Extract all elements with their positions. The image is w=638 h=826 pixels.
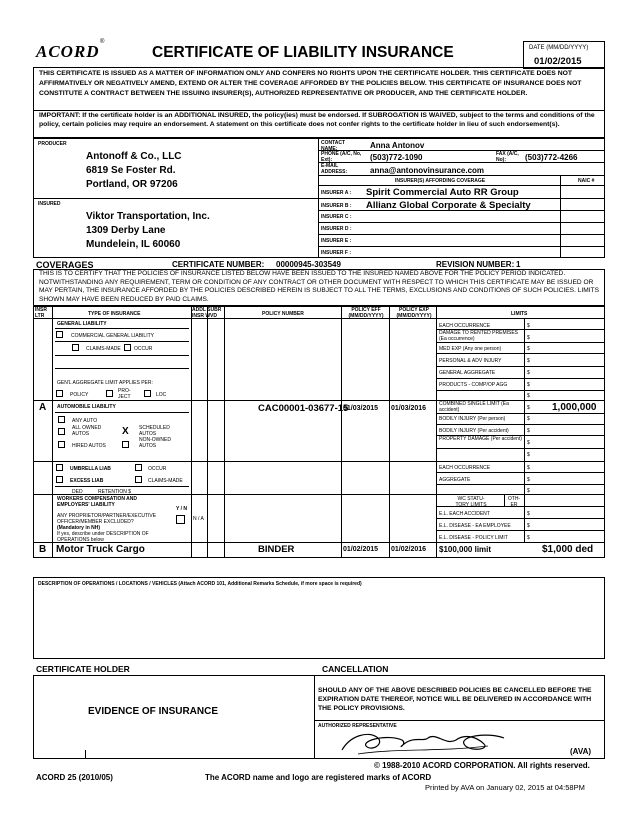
dollar: $ xyxy=(527,523,530,529)
gl-claims-made: CLAIMS-MADE xyxy=(86,346,121,352)
auto-policy-number: CAC00001-03677-15 xyxy=(258,403,349,414)
insurer-f-label: INSURER F : xyxy=(321,250,351,256)
umbrella-claims-checkbox[interactable] xyxy=(135,476,142,483)
gl-limit-personal-adv: PERSONAL & ADV INJURY xyxy=(439,358,502,364)
auto-all-owned: ALL OWNED AUTOS xyxy=(72,425,102,437)
dollar: $ xyxy=(527,428,530,434)
wc-other: OTH- ER xyxy=(507,496,521,508)
dollar: $ xyxy=(527,511,530,517)
wc-limit-each-accident: E.L. EACH ACCIDENT xyxy=(439,511,490,517)
signature-stroke xyxy=(342,734,504,750)
phone-label: PHONE (A/C, No, Ext): xyxy=(321,151,362,163)
gl-title: GENERAL LIABILITY xyxy=(57,321,107,327)
insurer-a-name: Spirit Commercial Auto RR Group xyxy=(366,187,519,198)
umbrella-occur: OCCUR xyxy=(148,466,167,472)
gl-project: PRO- JECT xyxy=(118,388,131,400)
naic-label: NAIC # xyxy=(578,178,595,184)
producer-label: PRODUCER xyxy=(38,141,67,147)
dollar: $ xyxy=(527,416,530,422)
acord-logo xyxy=(36,39,108,64)
umbrella-retention: RETENTION $ xyxy=(98,489,132,495)
description-box xyxy=(33,577,605,659)
umbrella-claims-made: CLAIMS-MADE xyxy=(148,478,183,484)
auto-limit-csl: COMBINED SINGLE LIMIT (Ea accident) xyxy=(439,401,509,413)
dollar: $ xyxy=(527,358,530,364)
cert-number: 00000945-303549 xyxy=(276,260,341,269)
form-number: ACORD 25 (2010/05) xyxy=(36,773,113,782)
holder-label: CERTIFICATE HOLDER xyxy=(36,664,130,674)
dollar: $ xyxy=(527,465,530,471)
insurer-d-label: INSURER D : xyxy=(321,226,352,232)
gl-policy: POLICY xyxy=(70,392,89,398)
holder-cursor-mark xyxy=(85,750,86,758)
auto-non-owned: NON-OWNED AUTOS xyxy=(139,437,171,449)
dollar: $ xyxy=(527,335,530,341)
gl-cgl: COMMERCIAL GENERAL LIABILITY xyxy=(71,333,154,339)
email-value: anna@antonovinsurance.com xyxy=(370,166,485,175)
gl-policy-checkbox[interactable] xyxy=(56,390,63,397)
cert-number-label: CERTIFICATE NUMBER: xyxy=(172,260,265,269)
coverage-statement: THIS IS TO CERTIFY THAT THE POLICIES OF INSURANCE LISTED BELOW HAVE BEEN ISSUED TO THE INSURED NAMED ABOVE FOR THE POLICY PERIOD INDICATED. NOTWITHSTANDING ANY REQUIREMENT, TERM OR CONDITION OF ANY CONTRACT OR OTHER DOCUMENT WITH RESPECT TO WHICH THIS CERTIFICATE MAY BE ISSUED OR MAY PERTAIN, THE INSURANCE AFFORDED BY THE POLICIES DESCRIBED HEREIN IS SUBJECT TO ALL THE TERMS, EXCLUSIONS AND CONDITIONS OF SUCH POLICIES. LIMITS SHOWN MAY HAVE BEEN REDUCED BY PAID CLAIMS. xyxy=(39,270,599,303)
header-type: TYPE OF INSURANCE xyxy=(88,311,141,317)
auto-eff: 01/03/2015 xyxy=(343,405,379,412)
date-label: DATE (MM/DD/YYYY) xyxy=(529,45,589,51)
wc-limit-disease-employee: E.L. DISEASE - EA EMPLOYEE xyxy=(439,523,511,529)
acord-logo-text: ACORD xyxy=(36,42,100,61)
contact-value: Anna Antonov xyxy=(370,141,425,150)
wc-question: ANY PROPRIETOR/PARTNER/EXECUTIVE OFFICER/MEMBER EXCLUDED? xyxy=(57,513,157,525)
insurer-c-label: INSURER C : xyxy=(321,214,352,220)
gl-claims-checkbox[interactable] xyxy=(72,344,79,351)
cargo-limit-value: $1,000 ded xyxy=(542,544,594,555)
trademark: The ACORD name and logo are registered marks of ACORD xyxy=(205,773,432,782)
fax-label: FAX (A/C, No): xyxy=(496,151,519,163)
insurer-a-label: INSURER A : xyxy=(321,190,352,196)
producer-name: Antonoff & Co., LLC xyxy=(86,151,182,162)
insured-address2: Mundelein, IL 60060 xyxy=(86,239,181,250)
dollar: $ xyxy=(527,346,530,352)
header-policy-number: POLICY NUMBER xyxy=(262,311,304,317)
gl-occur-checkbox[interactable] xyxy=(124,344,131,351)
gl-limit-products: PRODUCTS - COMP/OP AGG xyxy=(439,382,508,388)
umbrella-ded: DED xyxy=(72,489,83,495)
auto-any-auto-checkbox[interactable] xyxy=(58,416,65,423)
revision-label: REVISION NUMBER: xyxy=(436,260,515,269)
cancellation-text: SHOULD ANY OF THE ABOVE DESCRIBED POLICIES BE CANCELLED BEFORE THE EXPIRATION DATE THEREOF, NOTICE WILL BE DELIVERED IN ACCORDANCE WITH THE POLICY PROVISIONS. xyxy=(318,687,592,712)
dollar: $ xyxy=(527,477,530,483)
auto-scheduled: SCHEDULED AUTOS xyxy=(139,425,170,437)
auto-exp: 01/03/2016 xyxy=(391,405,427,412)
auto-limit-pd: PROPERTY DAMAGE (Per accident) xyxy=(439,436,522,442)
cargo-eff: 01/02/2015 xyxy=(343,546,379,553)
auto-hired: HIRED AUTOS xyxy=(72,443,106,449)
excess-checkbox[interactable] xyxy=(56,476,63,483)
fax-value: (503)772-4266 xyxy=(525,153,578,162)
dollar: $ xyxy=(527,323,530,329)
auto-limit-bi-person: BODILY INJURY (Per person) xyxy=(439,416,506,422)
dollar: $ xyxy=(527,370,530,376)
insured-label: INSURED xyxy=(38,201,61,207)
dollar: $ xyxy=(527,452,530,458)
holder-text: EVIDENCE OF INSURANCE xyxy=(88,706,219,717)
dollar: $ xyxy=(527,535,530,541)
dollar: $ xyxy=(527,393,530,399)
cargo-ltr: B xyxy=(39,544,47,555)
wc-limit-disease-policy: E.L. DISEASE - POLICY LIMIT xyxy=(439,535,508,541)
gl-loc: LOC xyxy=(156,392,167,398)
description-label: DESCRIPTION OF OPERATIONS / LOCATIONS / VEHICLES (Attach ACORD 101, Additional Remarks Schedule, if more space is required) xyxy=(38,581,362,587)
gl-occur: OCCUR xyxy=(134,346,153,352)
auto-limit-bi-accident: BODILY INJURY (Per accident) xyxy=(439,428,509,434)
umbrella-liab: UMBRELLA LIAB xyxy=(70,466,111,472)
date-value: 01/02/2015 xyxy=(534,56,582,67)
auto-all-owned-checkbox[interactable] xyxy=(58,428,65,435)
email-label: E-MAIL ADDRESS: xyxy=(321,163,348,175)
auto-any-auto: ANY AUTO xyxy=(72,418,98,424)
wc-statutory: WC STATU- TORY LIMITS xyxy=(455,496,487,508)
auto-hired-checkbox[interactable] xyxy=(58,441,65,448)
ava-label: (AVA) xyxy=(570,747,592,756)
page-title: CERTIFICATE OF LIABILITY INSURANCE xyxy=(152,44,454,61)
copyright: © 1988-2010 ACORD CORPORATION. All rights reserved. xyxy=(374,761,590,770)
gl-limit-general-aggregate: GENERAL AGGREGATE xyxy=(439,370,496,376)
revision-number: 1 xyxy=(516,260,521,269)
wc-excluded-checkbox[interactable] xyxy=(176,515,185,524)
header-exp: POLICY EXP (MM/DD/YYYY) xyxy=(396,307,432,319)
gl-project-checkbox[interactable] xyxy=(106,390,113,397)
insurers-header: INSURER(S) AFFORDING COVERAGE xyxy=(395,178,486,184)
coverages-label: COVERAGES xyxy=(36,260,94,270)
gl-limit-each-occurrence: EACH OCCURRENCE xyxy=(439,323,491,329)
dollar: $ xyxy=(527,440,530,446)
registered-icon: ® xyxy=(100,39,105,45)
wc-title: WORKERS COMPENSATION AND EMPLOYERS' LIABILITY xyxy=(57,496,137,508)
wc-yn: Y / N xyxy=(176,506,188,512)
auto-scheduled-check[interactable]: X xyxy=(122,426,129,437)
excess-liab: EXCESS LIAB xyxy=(70,478,104,484)
auto-non-owned-checkbox[interactable] xyxy=(122,441,129,448)
auth-rep-label: AUTHORIZED REPRESENTATIVE xyxy=(318,723,397,729)
wc-na: N / A xyxy=(193,516,204,522)
producer-address2: Portland, OR 97206 xyxy=(86,179,178,190)
printed-line: Printed by AVA on January 02, 2015 at 04:58PM xyxy=(425,783,585,792)
umbrella-checkbox[interactable] xyxy=(56,464,63,471)
phone-value: (503)772-1090 xyxy=(370,153,423,162)
signature xyxy=(338,726,508,758)
header-limits: LIMITS xyxy=(511,311,528,317)
header-addl-subr: ADDL SUBR INSR WVD xyxy=(192,307,222,319)
gl-limit-med-exp: MED EXP (Any one person) xyxy=(439,346,502,352)
insured-address1: 1309 Derby Lane xyxy=(86,225,166,236)
cancellation-label: CANCELLATION xyxy=(322,664,389,674)
cargo-exp: 01/02/2016 xyxy=(391,546,427,553)
insurer-b-label: INSURER B : xyxy=(321,203,352,209)
dollar: $ xyxy=(527,405,530,411)
insurer-b-name: Allianz Global Corporate & Specialty xyxy=(366,200,531,211)
gl-loc-checkbox[interactable] xyxy=(144,390,151,397)
contact-label: CONTACT NAME: xyxy=(321,140,346,152)
dollar: $ xyxy=(527,488,530,494)
auto-csl-value: 1,000,000 xyxy=(552,402,597,413)
wc-mandatory: (Mandatory in NH) xyxy=(57,525,101,531)
header-insr-ltr: INSR LTR xyxy=(35,307,47,319)
insurer-a-row xyxy=(318,186,560,198)
dollar: $ xyxy=(527,382,530,388)
umbrella-limit-each: EACH OCCURRENCE xyxy=(439,465,491,471)
notice-text: THIS CERTIFICATE IS ISSUED AS A MATTER OF INFORMATION ONLY AND CONFERS NO RIGHTS UPON THE CERTIFICATE HOLDER. THIS CERTIFICATE DOES NOT AFFIRMATIVELY OR NEGATIVELY AMEND, EXTEND OR ALTER THE COVERAGE AFFORDED BY THE POLICIES BELOW. THIS CERTIFICATE OF INSURANCE DOES NOT CONSTITUTE A CONTRACT BETWEEN THE ISSUING INSURER(S), AUTHORIZED REPRESENTATIVE OR PRODUCER, AND THE CERTIFICATE HOLDER. xyxy=(39,70,582,97)
cargo-policy-number: BINDER xyxy=(258,544,295,555)
gl-cgl-checkbox[interactable] xyxy=(56,331,63,338)
gl-limit-damage-rented: DAMAGE TO RENTED PREMISES (Ea occurrence) xyxy=(439,330,518,342)
cargo-type: Motor Truck Cargo xyxy=(56,544,145,555)
auto-ltr: A xyxy=(39,402,47,413)
producer-address1: 6819 Se Foster Rd. xyxy=(86,165,176,176)
insured-name: Viktor Transportation, Inc. xyxy=(86,211,210,222)
umbrella-occur-checkbox[interactable] xyxy=(135,464,142,471)
umbrella-limit-agg: AGGREGATE xyxy=(439,477,471,483)
wc-describe: If yes, describe under DESCRIPTION OF OPERATIONS below xyxy=(57,531,149,543)
gl-aggregate-applies: GEN'L AGGREGATE LIMIT APPLIES PER: xyxy=(57,380,153,386)
cargo-limit-label: $100,000 limit xyxy=(439,545,492,554)
insurer-e-label: INSURER E : xyxy=(321,238,352,244)
header-eff: POLICY EFF (MM/DD/YYYY) xyxy=(348,307,384,319)
important-text: IMPORTANT: If the certificate holder is an ADDITIONAL INSURED, the policy(ies) must be endorsed. If SUBROGATION IS WAIVED, subject to the terms and conditions of the policy, certain policies may require an endorsement. A statement on this certificate does not confer rights to the certificate holder in lieu of such endorsement(s). xyxy=(39,112,595,128)
auto-title: AUTOMOBILE LIABILITY xyxy=(57,404,116,410)
